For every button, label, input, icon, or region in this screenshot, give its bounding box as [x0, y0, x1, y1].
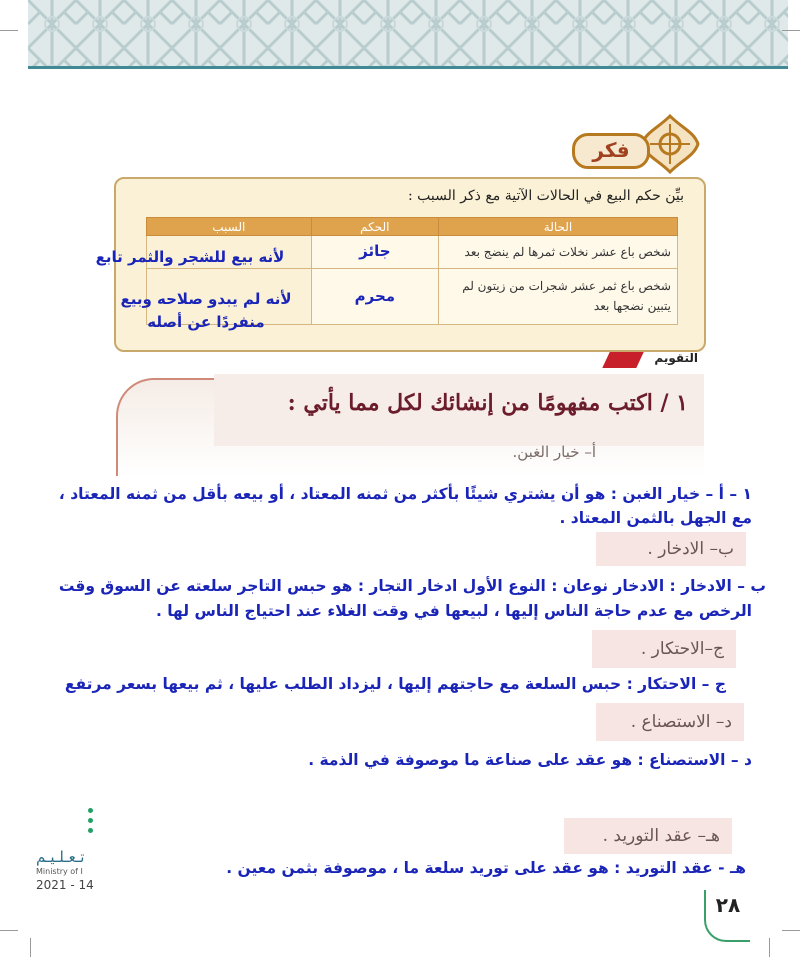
- crop-mark: [782, 930, 800, 931]
- crop-mark: [30, 938, 31, 957]
- evaluation-tab-marker: [602, 352, 643, 368]
- question-item-a: أ– خيار الغبن.: [512, 443, 596, 461]
- activity-instruction: بيِّن حكم البيع في الحالات الآتية مع ذكر السبب :: [408, 188, 684, 204]
- term-c: ج–الاحتكار .: [592, 630, 736, 668]
- term-b: ب– الادخار .: [596, 532, 746, 566]
- answer-b-line1: ب – الادخار : الادخار نوعان : النوع الأول ادخار التجار : هو حبس التاجر سلعته عن السوق وقت: [58, 577, 766, 595]
- case-cell: شخص باع ثمر عشر شجرات من زيتون لم يتبين نضجها بعد: [439, 268, 678, 324]
- column-header-ruling: الحكم: [311, 218, 438, 236]
- crop-mark: [0, 30, 18, 31]
- ruling-cell: جائز: [311, 236, 438, 269]
- page-number: ٢٨: [704, 890, 750, 942]
- answer-d: د – الاستصناع : هو عقد على صناعة ما موصوفة في الذمة .: [308, 751, 752, 769]
- ministry-logo-text: تـعـلـيـم: [36, 848, 85, 866]
- decorative-header-banner: [28, 0, 788, 69]
- reason-answer: لأنه لم يبدو صلاحه وبيع منفردًا عن أصله: [120, 290, 292, 331]
- evaluation-tab-label: التقويم: [654, 351, 698, 365]
- case-cell: شخص باع عشر نخلات ثمرها لم ينضج بعد: [439, 236, 678, 269]
- column-header-case: الحالة: [439, 218, 678, 236]
- think-header-label: فكر: [572, 133, 650, 169]
- answer-a-line2: مع الجهل بالثمن المعتاد .: [559, 509, 752, 527]
- edition-year: 2021 - 14: [36, 878, 94, 892]
- geometric-pattern: [28, 0, 788, 66]
- crop-mark: [769, 938, 770, 957]
- table-header-row: [147, 218, 678, 236]
- answer-b-line2: الرخص مع عدم حاجة الناس إليها ، لبيعها في وقت الغلاء عند احتياج الناس لها .: [155, 602, 752, 620]
- question-title: ١ / اكتب مفهومًا من إنشائك لكل مما يأتي :: [287, 390, 688, 416]
- crop-mark: [782, 30, 800, 31]
- reason-answer: لأنه بيع للشجر والثمر تابع: [95, 248, 285, 266]
- answer-a-line1: ١ – أ – خيار الغبن : هو أن يشتري شيئًا بأكثر من ثمنه المعتاد ، أو بيعه بأقل من ثمنه المعتاد ،: [58, 485, 752, 503]
- answer-c: ج – الاحتكار : حبس السلعة مع حاجتهم إليها ، ليزداد الطلب عليها ، ثم بيعها بسعر مرتفع: [64, 675, 726, 693]
- answer-e: هـ - عقد التوريد : هو عقد على توريد سلعة ما ، موصوفة بثمن معين .: [226, 859, 746, 877]
- crop-mark: [0, 930, 18, 931]
- term-d: د– الاستصناع .: [596, 703, 744, 741]
- column-header-reason: السبب: [147, 218, 312, 236]
- ministry-subtitle: Ministry of I: [36, 867, 83, 876]
- ruling-cell: محرم: [311, 268, 438, 324]
- term-e: هـ– عقد التوريد .: [564, 818, 732, 854]
- decorative-dots: [88, 808, 96, 836]
